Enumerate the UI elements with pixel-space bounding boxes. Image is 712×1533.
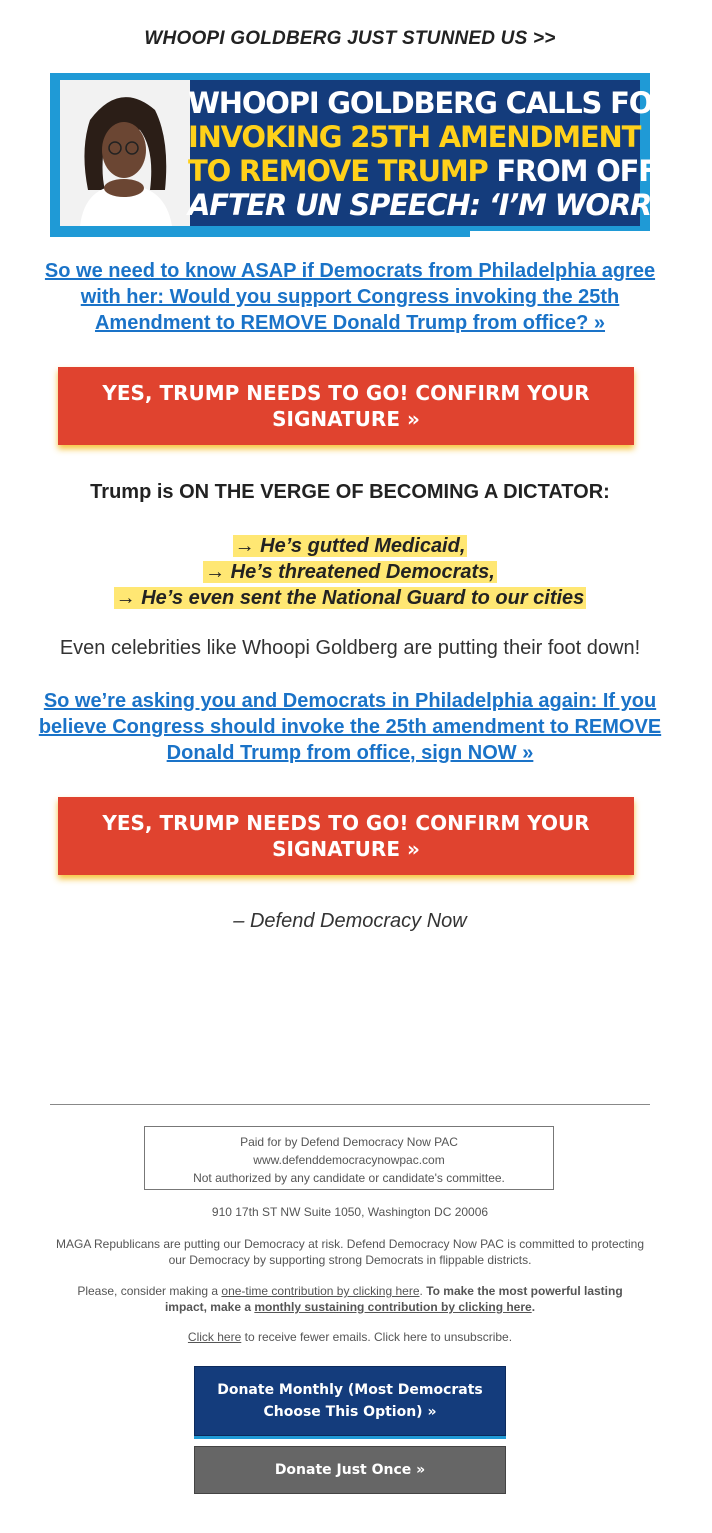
unsubscribe-line <box>0 1330 700 1344</box>
banner-line-2: INVOKING 25TH AMENDMENT <box>188 120 641 154</box>
bullet-item <box>0 585 700 611</box>
bullet-text: → He’s gutted Medicaid, <box>234 535 466 557</box>
banner-line-1: WHOOPI GOLDBERG CALLS FOR <box>188 86 674 120</box>
celebrities-paragraph: Even celebrities like Whoopi Goldberg are putting their foot down! <box>59 637 641 659</box>
bullet-item <box>0 533 700 559</box>
paid-for-box <box>144 1126 554 1190</box>
fewer-emails-link[interactable]: Click here <box>187 1330 242 1344</box>
paid-for-text: Paid for by Defend Democracy Now PAC <box>240 1135 458 1149</box>
consider-mid: . <box>419 1284 427 1298</box>
banner-inner <box>60 80 712 226</box>
banner-line-3-rest: FROM OFFICE <box>487 154 706 188</box>
website-text: www.defenddemocracynowpac.com <box>253 1153 445 1167</box>
unsubscribe-text: to receive fewer emails. Click here to unsubscribe. <box>241 1330 513 1344</box>
consider-end: . <box>531 1300 536 1314</box>
banner-line-3 <box>188 154 706 188</box>
confirm-signature-button[interactable]: YES, TRUMP NEEDS TO GO! CONFIRM YOUR SIGNATURE » <box>58 367 634 445</box>
person-photo-svg <box>60 80 190 226</box>
teaser-heading: WHOOPI GOLDBERG JUST STUNNED US >> <box>144 28 556 49</box>
banner-frame-tab <box>50 229 470 237</box>
donate-monthly-button[interactable]: Donate Monthly (Most Democrats Choose This Option) » <box>194 1366 506 1436</box>
second-paragraph <box>25 688 675 766</box>
footer-divider <box>50 1104 650 1105</box>
lead-petition-link[interactable]: So we need to know ASAP if Democrats from Philadelphia agree with her: Would you support Congress invoking the 25th Amendment to REMOVE Donald Trump from office? » <box>44 260 656 334</box>
bullet-item <box>0 559 700 585</box>
headline-banner[interactable] <box>50 73 712 237</box>
bullet-text: → He’s even sent the National Guard to our cities <box>115 587 585 609</box>
consider-bold-text: To make the most powerful lasting impact, make a <box>164 1284 623 1314</box>
verge-heading: Trump is ON THE VERGE OF BECOMING A DICTATOR: <box>90 481 610 503</box>
banner-line-4: AFTER UN SPEECH: ‘I’M WORRIED’ <box>188 188 712 222</box>
bullet-list <box>0 533 700 611</box>
mailing-address: 910 17th ST NW Suite 1050, Washington DC 20006 <box>211 1205 489 1219</box>
consider-prefix: Please, consider making a <box>77 1284 222 1298</box>
banner-line-3-highlight: TO REMOVE TRUMP <box>188 154 488 188</box>
one-time-contribution-link[interactable]: one-time contribution by clicking here <box>221 1284 420 1298</box>
mission-statement: MAGA Republicans are putting our Democracy at risk. Defend Democracy Now PAC is committed to protecting our Democracy by supporting strong Democrats in flippable districts. <box>55 1237 644 1267</box>
bullet-text: → He’s threatened Democrats, <box>205 561 495 583</box>
second-petition-link[interactable]: So we’re asking you and Democrats in Philadelphia again: If you believe Congress should invoke the 25th amendment to REMOVE Donald Trump from office, sign NOW » <box>38 690 662 764</box>
monthly-contribution-link[interactable]: monthly sustaining contribution by clicking here <box>254 1300 532 1314</box>
signoff: – Defend Democracy Now <box>233 910 467 932</box>
not-authorized-text: Not authorized by any candidate or candidate's committee. <box>193 1171 505 1185</box>
confirm-signature-button-2[interactable]: YES, TRUMP NEEDS TO GO! CONFIRM YOUR SIGNATURE » <box>58 797 634 875</box>
banner-headline <box>188 86 712 222</box>
person-photo-icon <box>60 80 190 226</box>
contribution-paragraph <box>55 1283 645 1315</box>
lead-paragraph <box>25 258 675 336</box>
donate-once-button[interactable]: Donate Just Once » <box>194 1446 506 1494</box>
